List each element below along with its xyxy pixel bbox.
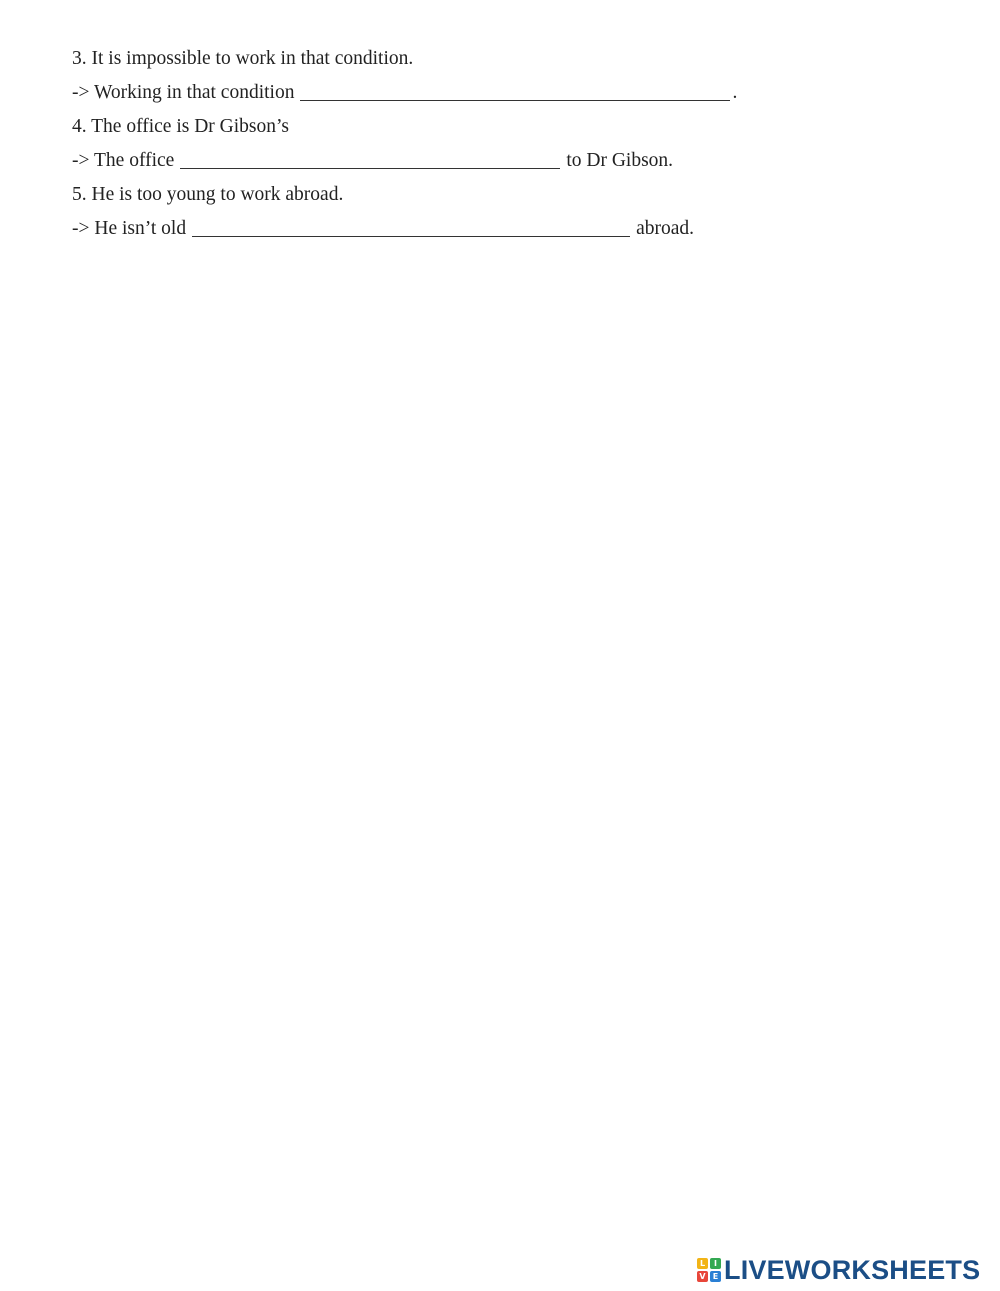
question-3-prompt: 3. It is impossible to work in that condition.	[72, 48, 414, 69]
liveworksheets-logo	[697, 1255, 980, 1285]
answer-blank[interactable]	[180, 162, 560, 166]
question-5-prompt: 5. He is too young to work abroad.	[72, 184, 344, 205]
logo-wordmark: LIVEWORKSHEETS	[724, 1255, 981, 1285]
logo-mark-cell: E	[710, 1271, 721, 1282]
question-3-answer-line	[72, 76, 972, 110]
answer-prefix: -> The office	[72, 150, 175, 171]
answer-prefix: -> He isn’t old	[72, 218, 187, 239]
logo-mark-icon	[697, 1258, 721, 1282]
answer-suffix: abroad.	[636, 218, 695, 239]
answer-suffix: .	[732, 82, 738, 103]
answer-prefix: -> Working in that condition	[72, 82, 295, 103]
question-4-answer-line	[72, 144, 972, 178]
answer-blank[interactable]	[192, 230, 630, 234]
question-4-prompt: 4. The office is Dr Gibson’s	[72, 116, 290, 137]
logo-mark-cell: I	[710, 1258, 721, 1269]
logo-mark-cell: V	[697, 1271, 708, 1282]
question-5-answer-line	[72, 212, 972, 246]
answer-suffix: to Dr Gibson.	[566, 150, 674, 171]
worksheet-content	[72, 42, 972, 246]
answer-blank[interactable]	[300, 94, 730, 98]
logo-mark-cell: L	[697, 1258, 708, 1269]
